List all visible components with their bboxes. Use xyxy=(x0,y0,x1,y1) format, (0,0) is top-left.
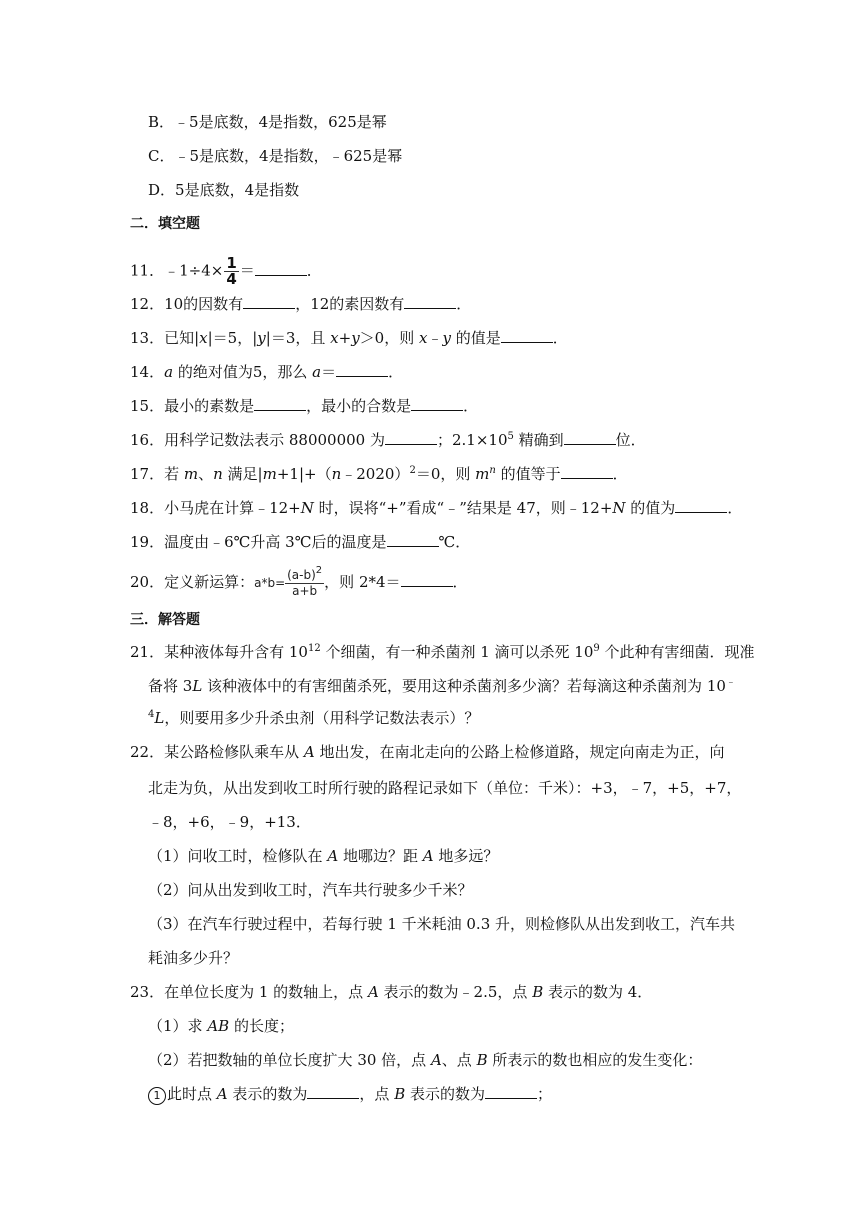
answer-blank[interactable] xyxy=(675,498,727,513)
fraction-one-quarter: $\frac{1}{4}$ xyxy=(226,254,237,288)
question-18: 18．小马虎在计算﹣12+N 时，误将“+”看成“﹣”结果是 47，则﹣12+N 的值为 ． xyxy=(130,499,743,517)
answer-blank[interactable] xyxy=(307,1084,359,1099)
question-21-line-3: $^4$L，则要用多少升杀虫剂（用科学记数法表示）？ xyxy=(148,709,480,727)
option-d: D．5是底数，4是指数 xyxy=(148,181,300,199)
question-21-line-2: 备将 3L 该种液体中的有害细菌杀死，要用这种杀菌剂多少滴？若每滴这种杀菌剂为 10﹣ xyxy=(148,677,736,695)
question-11: 11．﹣1÷4× $\frac{1}{4}$ ＝ ． xyxy=(130,254,322,288)
answer-blank[interactable] xyxy=(561,464,613,479)
question-22-part-1: （1）问收工时，检修队在 A 地哪边？距 A 地多远？ xyxy=(148,847,499,865)
question-22-line-1: 22．某公路检修队乘车从 A 地出发，在南北走向的公路上检修道路，规定向南走为正，向 xyxy=(130,743,725,761)
circled-number-1: 1 xyxy=(148,1087,166,1105)
answer-blank[interactable] xyxy=(501,328,553,343)
answer-blank[interactable] xyxy=(485,1084,537,1099)
question-21-line-1: 21．某种液体每升含有 $10^{12}$ 个细菌，有一种杀菌剂 1 滴可以杀死 $10^9$ 个此种有害细菌．现准 xyxy=(130,643,755,661)
answer-blank[interactable] xyxy=(243,294,295,309)
question-23-part-1: （1）求 AB 的长度； xyxy=(148,1017,294,1035)
question-15: 15．最小的素数是 ，最小的合数是 ． xyxy=(130,397,479,415)
answer-blank[interactable] xyxy=(254,396,306,411)
question-19: 19．温度由﹣6℃升高 3℃后的温度是 ℃． xyxy=(130,533,471,551)
question-22-part-2: （2）问从出发到收工时，汽车共行驶多少千米？ xyxy=(148,881,473,899)
question-22-line-2: 北走为负，从出发到收工时所行驶的路程记录如下（单位：千米）：+3，﹣7，+5，+7， xyxy=(148,779,742,797)
option-c: C．﹣5是底数，4是指数，﹣625是幂 xyxy=(148,147,403,165)
answer-blank[interactable] xyxy=(336,362,388,377)
answer-blank[interactable] xyxy=(411,396,463,411)
question-23-part-2: （2）若把数轴的单位长度扩大 30 倍，点 A、点 B 所表示的数也相应的发生变化： xyxy=(148,1051,703,1069)
question-13: 13．已知|x|＝5，|y|＝3，且 x+y＞0，则 x﹣y 的值是 ． xyxy=(130,329,568,347)
question-22-part-3-cont: 耗油多少升？ xyxy=(148,949,239,967)
question-23-line-1: 23．在单位长度为 1 的数轴上，点 A 表示的数为﹣2.5，点 B 表示的数为 4． xyxy=(130,983,653,1001)
section-fill-heading: 二．填空题 xyxy=(130,216,200,232)
answer-blank[interactable] xyxy=(564,430,616,445)
answer-blank[interactable] xyxy=(387,532,439,547)
question-20: 20．定义新运算：a*b= $\frac{(a-b)^2}{a+b}$ ，则 2*4＝ ． xyxy=(130,565,468,598)
answer-blank[interactable] xyxy=(404,294,456,309)
question-17: 17．若 m、n 满足|m+1|+（n﹣2020）$^2$＝0，则 $m^n$ 的值等于 ． xyxy=(130,465,628,483)
question-22-part-3: （3）在汽车行驶过程中，若每行驶 1 千米耗油 0.3 升，则检修队从出发到收工，汽车共 xyxy=(148,915,736,933)
question-22-line-3: ﹣8，+6，﹣9，+13． xyxy=(148,813,311,831)
question-16: 16．用科学记数法表示 88000000 为 ；$2.1\times 10^5$ 精确到 位． xyxy=(130,431,646,449)
question-14: 14．a 的绝对值为5，那么 a＝ ． xyxy=(130,363,404,381)
answer-blank[interactable] xyxy=(255,261,307,276)
answer-blank[interactable] xyxy=(401,572,453,587)
answer-blank[interactable] xyxy=(385,430,437,445)
question-12: 12．10的因数有 ，12的素因数有 ． xyxy=(130,295,472,313)
option-b: B．﹣5是底数，4是指数，625是幂 xyxy=(148,113,387,131)
operation-definition-formula: a*b= $\frac{(a-b)^2}{a+b}$ xyxy=(254,565,323,598)
section-solve-heading: 三．解答题 xyxy=(130,612,200,628)
question-23-subpart-1: 1 此时点 A 表示的数为 ，点 B 表示的数为 ； xyxy=(148,1084,552,1105)
